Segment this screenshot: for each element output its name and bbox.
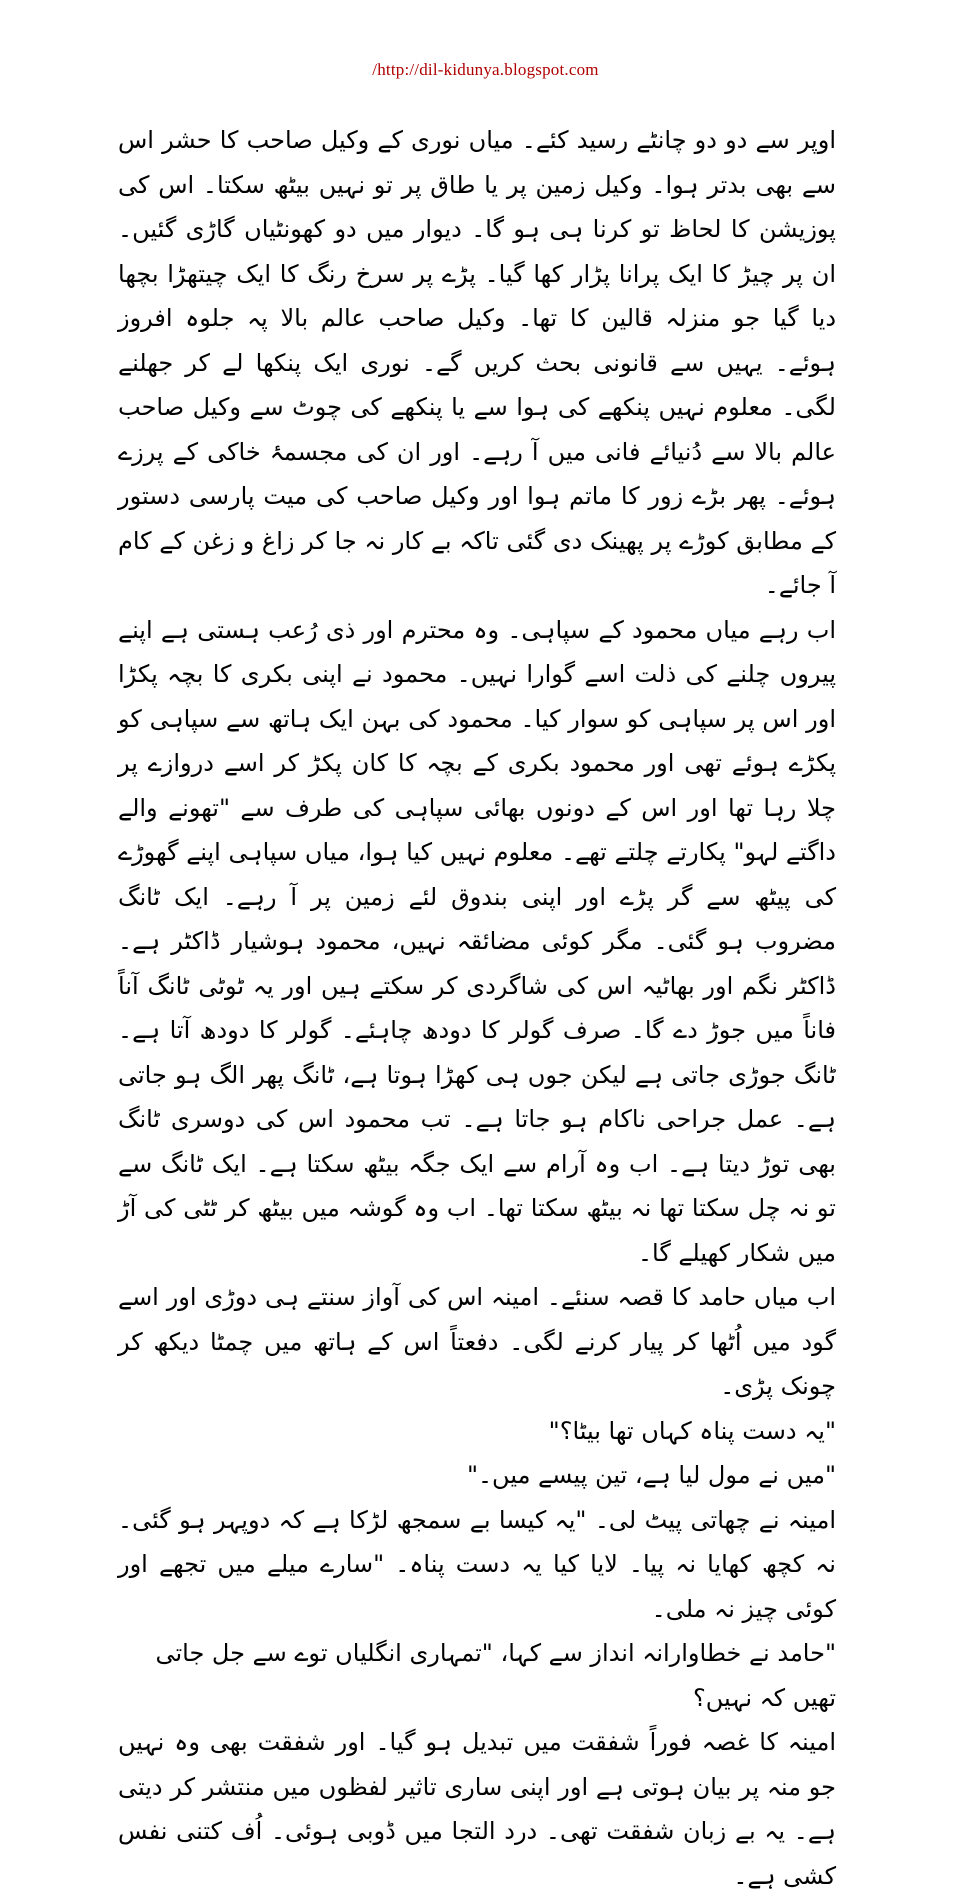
dialogue-question: "یہ دست پناہ کہاں تھا بیٹا؟" [548,1416,836,1445]
story-text-body [118,118,836,1898]
paragraph-affection: امینہ کا غصہ فوراً شفقت میں تبدیل ہو گیا۔ اور شفقت بھی وہ نہیں جو منہ پر بیان ہوتی ہے اور اپنی ساری تاثیر لفظوں میں منتشر کر دیتی ہے۔ یہ بے زبان شفقت تھی۔ درد التجا میں ڈوبی ہوئی۔ اُف کتنی نفس کشی ہے۔ [118,1728,836,1890]
dialogue-answer: "میں نے مول لیا ہے، تین پیسے میں۔" [466,1461,836,1489]
blog-url-header [0,60,971,80]
paragraph-hamid-story: اب میاں حامد کا قصہ سنئے۔ امینہ اس کی آواز سنتے ہی دوڑی اور اسے گود میں اُٹھا کر پیار کرنے لگی۔ دفعتاً اس کے ہاتھ میں چمٹا دیکھ کر چونک پڑی۔ [118,1283,836,1400]
paragraph-lawyer: اوپر سے دو دو چانٹے رسید کئے۔ میاں نوری کے وکیل صاحب کا حشر اس سے بھی بدتر ہوا۔ وکیل زمین پر یا طاق پر تو نہیں بیٹھ سکتا۔ اس کی پوزیشن کا لحاظ تو کرنا ہی ہو گا۔ دیوار میں دو کھونٹیاں گاڑی گئیں۔ ان پر چیڑ کا ایک پرانا پڑار کھا گیا۔ پڑے پر سرخ رنگ کا ایک چیتھڑا بچھا دیا گیا جو منزلہ قالین کا تھا۔ وکیل صاحب عالم بالا پہ جلوہ افروز ہوئے۔ یہیں سے قانونی بحث کریں گے۔ نوری ایک پنکھا لے کر جھلنے لگی۔ معلوم نہیں پنکھے کی ہوا سے یا پنکھے کی چوٹ سے وکیل صاحب عالم بالا سے دُنیائے فانی میں آ رہے۔ اور ان کی مجسمۂ خاکی کے پرزے ہوئے۔ پھر بڑے زور کا ماتم ہوا اور وکیل صاحب کی میت پارسی دستور کے مطابق کوڑے پر پھینک دی گئی تاکہ بے کار نہ جا کر زاغ و زغن کے کام آ جائے۔ [118,126,836,599]
dialogue-hamid-reply: "حامد نے خطاوارانہ انداز سے کہا، "تمہاری انگلیاں توے سے جل جاتی تھیں کہ نہیں؟ [155,1639,836,1712]
paragraph-soldier: اب رہے میاں محمود کے سپاہی۔ وہ محترم اور ذی رُعب ہستی ہے اپنے پیروں چلنے کی ذلت اسے گوارا نہیں۔ محمود نے اپنی بکری کا بچہ پکڑا اور اس پر سپاہی کو سوار کیا۔ محمود کی بہن ایک ہاتھ سے سپاہی کو پکڑے ہوئے تھی اور محمود بکری کے بچہ کا کان پکڑ کر اسے دروازے پر چلا رہا تھا اور اس کے دونوں بھائی سپاہی کی طرف سے "تھونے والے داگتے لہو" پکارتے چلتے تھے۔ معلوم نہیں کیا ہوا، میاں سپاہی اپنے گھوڑے کی پیٹھ سے گر پڑے اور اپنی بندوق لئے زمین پر آ رہے۔ ایک ٹانگ مضروب ہو گئی۔ مگر کوئی مضائقہ نہیں، محمود ہوشیار ڈاکٹر ہے۔ ڈاکٹر نگم اور بھاٹیہ اس کی شاگردی کر سکتے ہیں اور یہ ٹوٹی ٹانگ آناً فاناً میں جوڑ دے گا۔ صرف گولر کا دودھ چاہئے۔ گولر کا دودھ آتا ہے۔ ٹانگ جوڑی جاتی ہے لیکن جوں ہی کھڑا ہوتا ہے، ٹانگ پھر الگ ہو جاتی ہے۔ عمل جراحی ناکام ہو جاتا ہے۔ تب محمود اس کی دوسری ٹانگ بھی توڑ دیتا ہے۔ اب وہ آرام سے ایک جگہ بیٹھ سکتا ہے۔ ایک ٹانگ سے تو نہ چل سکتا تھا نہ بیٹھ سکتا تھا۔ اب وہ گوشہ میں بیٹھ کر ٹٹی کی آڑ میں شکار کھیلے گا۔ [118,615,836,1267]
paragraph-amina-scold: امینہ نے چھاتی پیٹ لی۔ "یہ کیسا بے سمجھ لڑکا ہے کہ دوپہر ہو گئی۔ نہ کچھ کھایا نہ پیا۔ لایا کیا یہ دست پناہ۔ "سارے میلے میں تجھے اور کوئی چیز نہ ملی۔ [118,1505,836,1623]
blog-url-link[interactable]: http://dil-kidunya.blogspot.com [377,60,599,79]
header-slash: / [372,60,378,79]
